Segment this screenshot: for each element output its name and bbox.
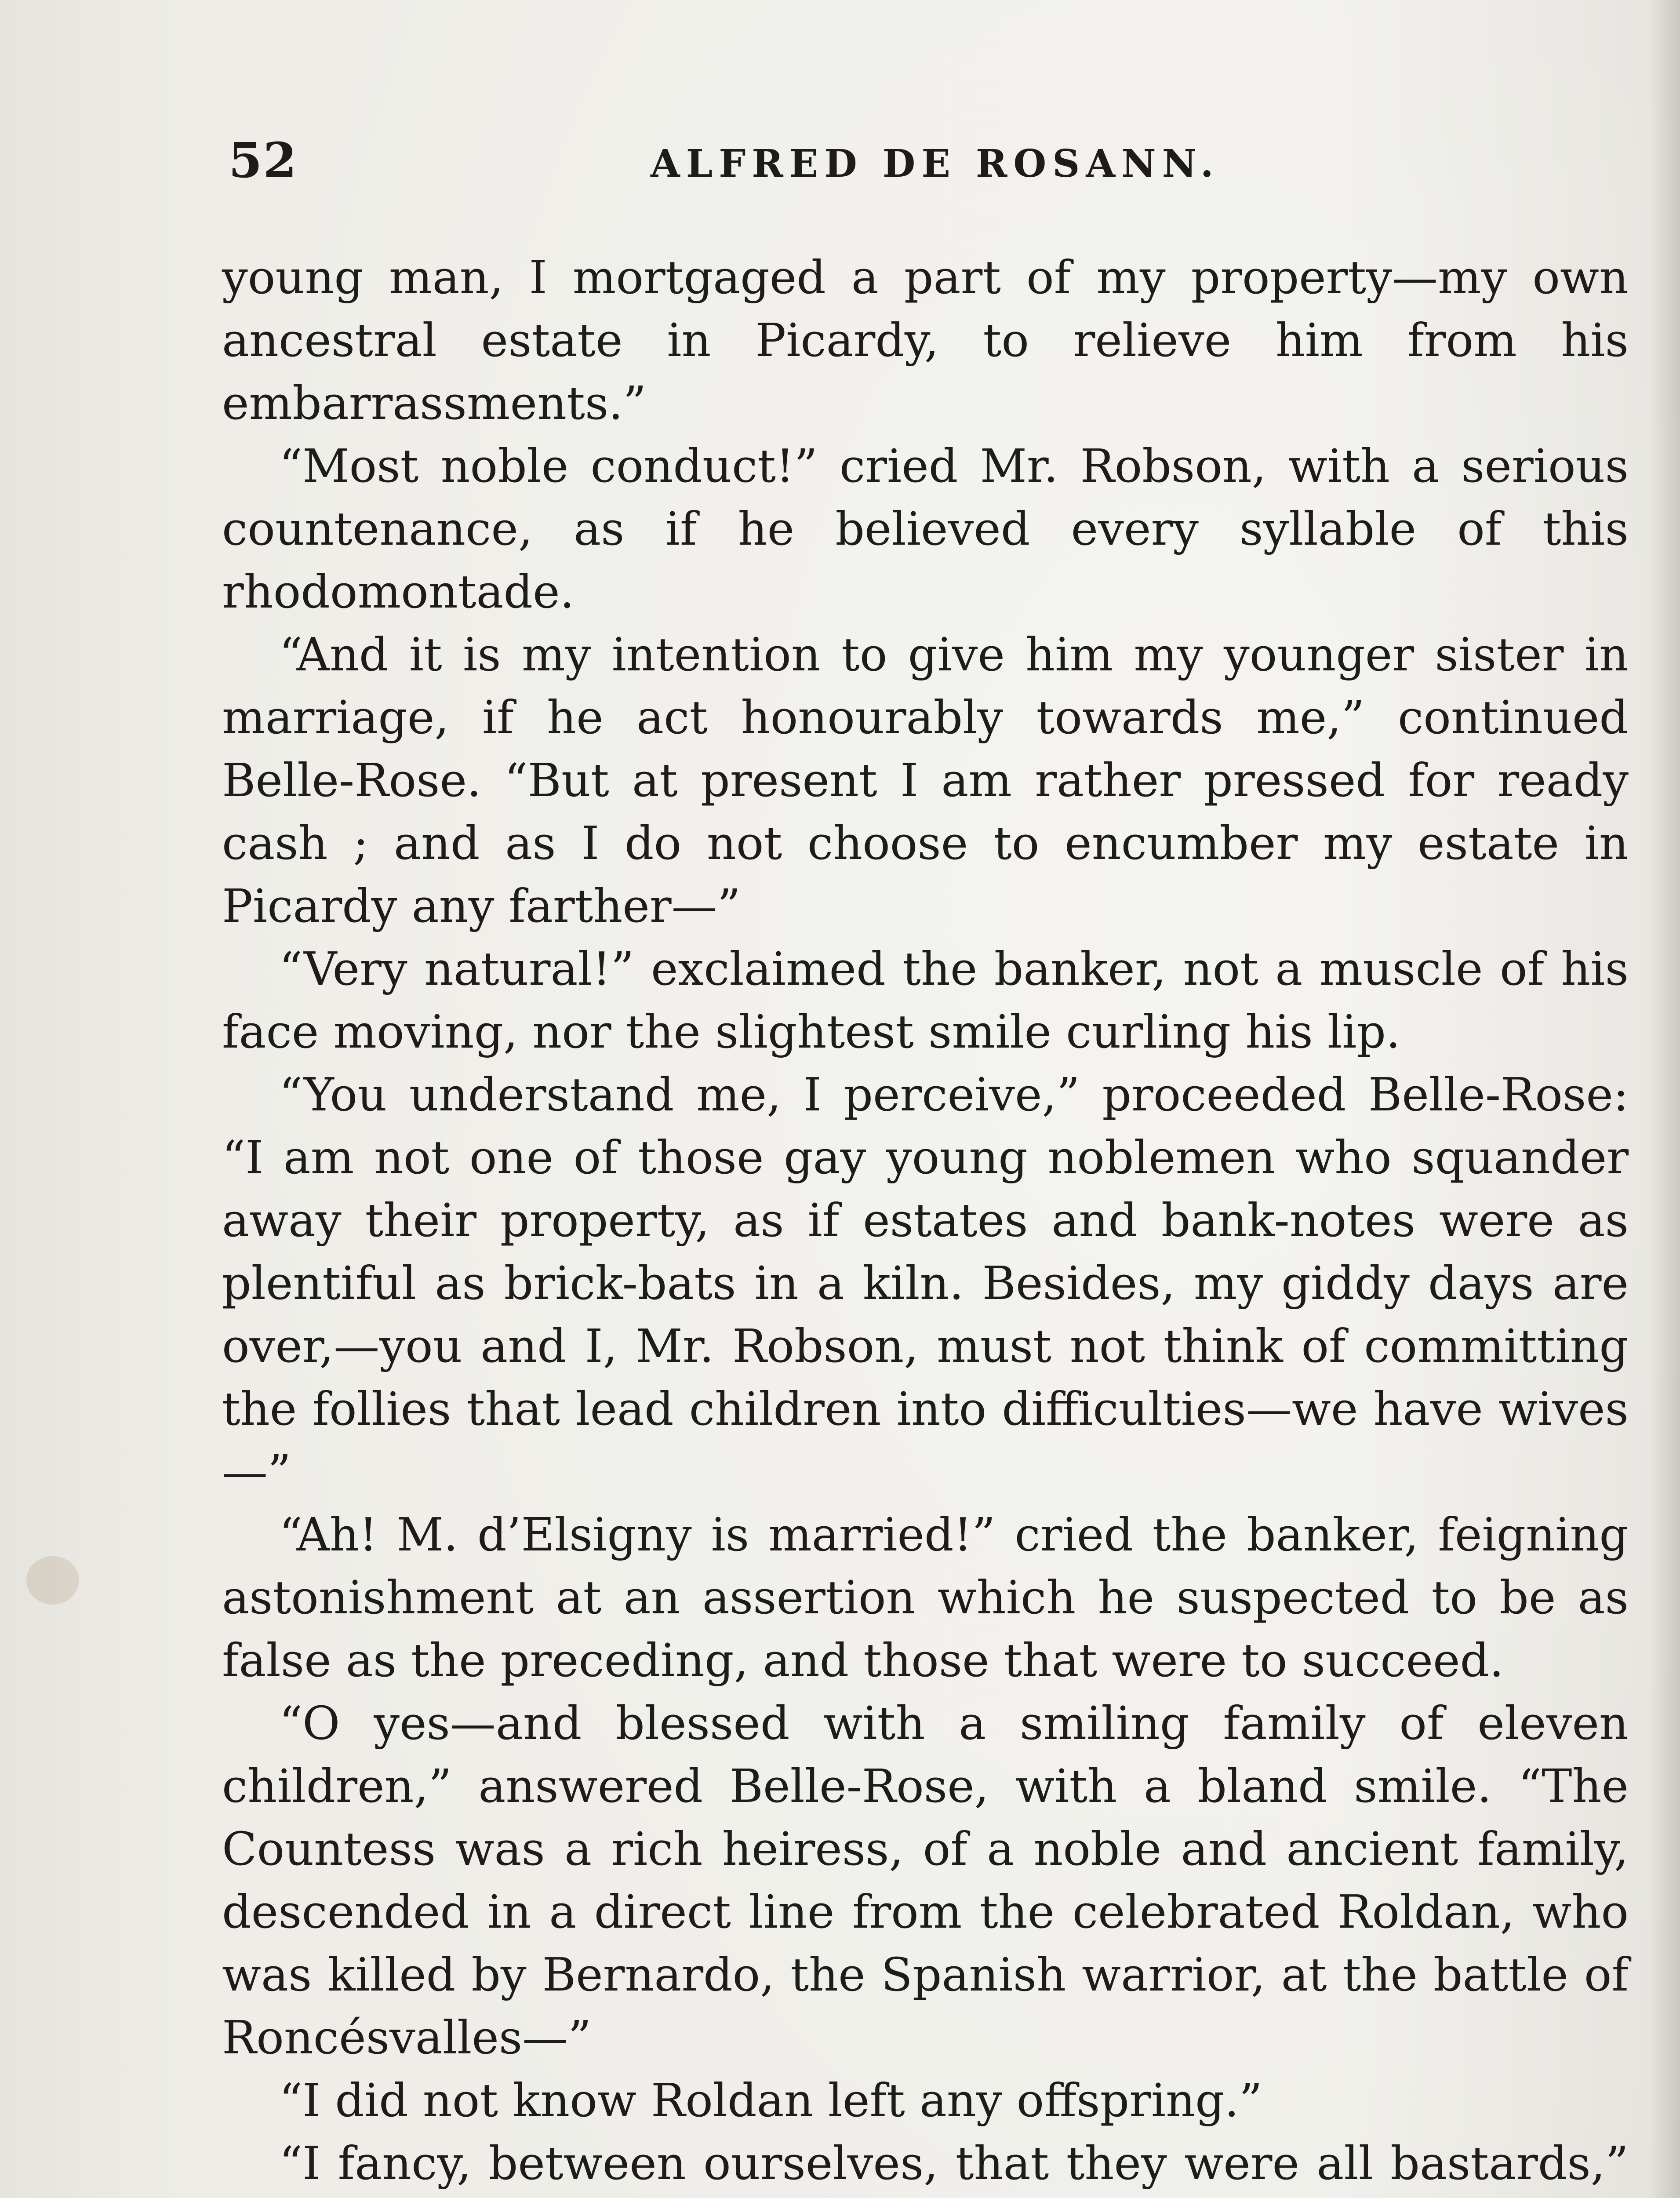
page-edge-shadow bbox=[1649, 0, 1680, 2198]
paper-stain bbox=[26, 1556, 79, 1605]
body-text bbox=[222, 246, 1629, 2198]
page-number: 52 bbox=[229, 132, 298, 189]
paragraph: young man, I mortgaged a part of my property—my own ancestral estate in Picardy, to relieve him from his embarrassments.” bbox=[222, 251, 1629, 430]
paragraph: “And it is my intention to give him my younger sister in marriage, if he act honourably towards me,” continued Belle-Rose. “But at present I am rather pressed for ready cash ; and as I do not choose to encumber my estate in Picardy any farther—” bbox=[222, 628, 1629, 933]
paragraph: “Ah! M. d’Elsigny is married!” cried the banker, feigning astonishment at an assertion which he suspected to be as false as the preceding, and those that were to succeed. bbox=[222, 1508, 1629, 1687]
paragraph: “Very natural!” exclaimed the banker, not a muscle of his face moving, nor the slightest smile curling his lip. bbox=[222, 942, 1629, 1059]
paragraph: “Most noble conduct!” cried Mr. Robson, with a serious countenance, as if he believed every syllable of this rhodomontade. bbox=[222, 439, 1629, 619]
paragraph: “O yes—and blessed with a smiling family of eleven children,” answered Belle-Rose, with a bland smile. “The Countess was a rich heiress, of a noble and ancient family, descended in a direct line from the celebrated Roldan, who was killed by Bernardo, the Spanish warrior, at the battle of Roncésvalles—” bbox=[222, 1696, 1629, 2064]
paragraph: “I did not know Roldan left any offspring.” bbox=[279, 2074, 1262, 2127]
paragraph: “I fancy, between ourselves, that they were all bastards,” bbox=[279, 2136, 1629, 2190]
paragraph: “You understand me, I perceive,” proceeded Belle-Rose: “I am not one of those gay young noblemen who squander away their property, as if estates and bank-notes were as plentiful as brick-bats in a kiln. Besides, my giddy days are over,—you and I, Mr. Robson, must not think of committing the follies that lead children into difficulties—we have wives—” bbox=[222, 1068, 1629, 1499]
page-header bbox=[229, 132, 1653, 202]
running-head: ALFRED DE ROSANN. bbox=[651, 142, 1220, 186]
